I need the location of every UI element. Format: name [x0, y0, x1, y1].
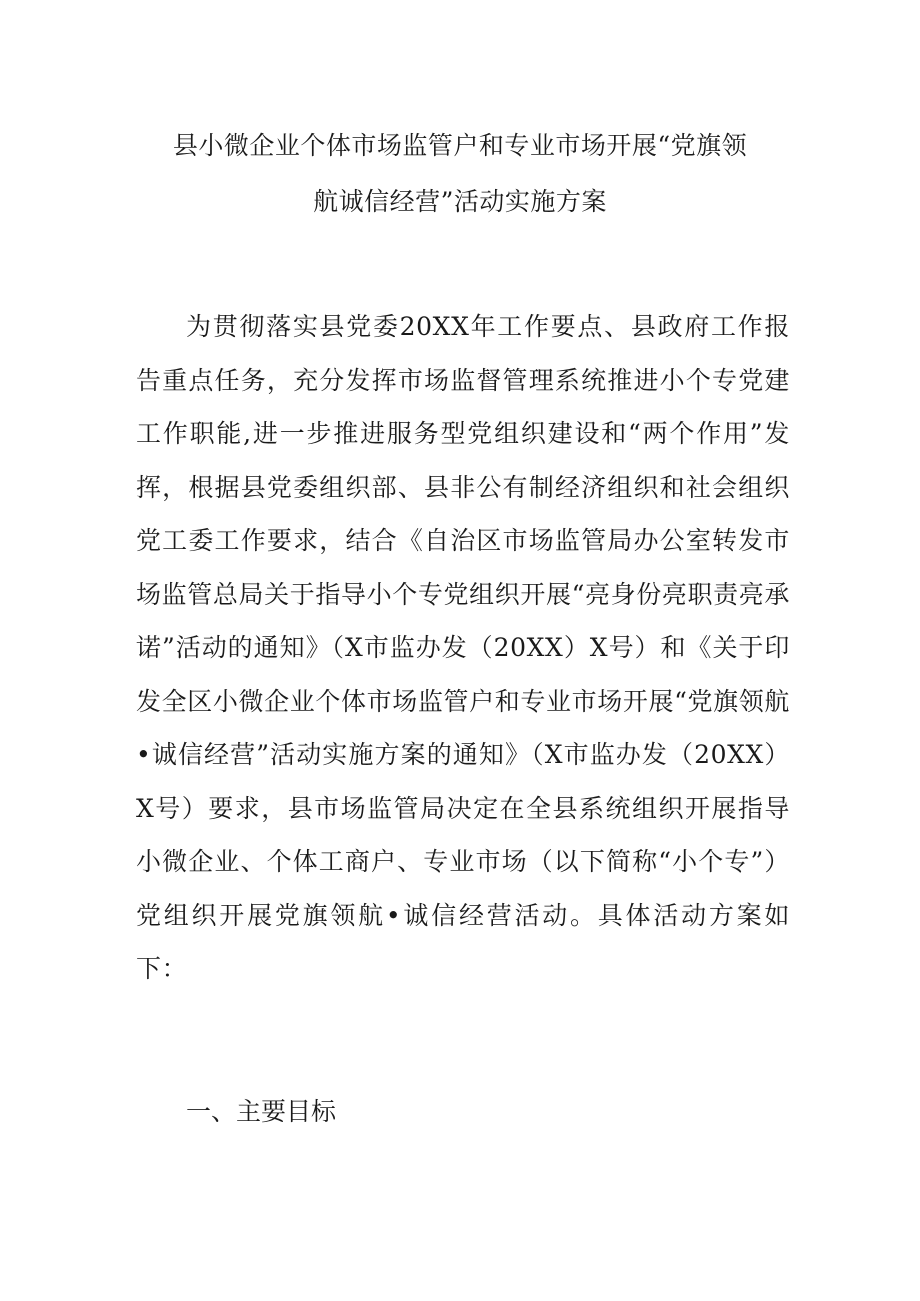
- section-heading-main-goals: 一、主要目标: [186, 1097, 337, 1126]
- intro-paragraph: 为贯彻落实县党委20XX年工作要点、县政府工作报告重点任务，充分发挥市场监督管理系统推进小个专党建工作职能,进一步推进服务型党组织建设和“两个作用”发挥，根据县党委组织部、县非公有制经济组织和社会组织党工委工作要求，结合《自治区市场监管局办公室转发市场监管总局关于指导小个专党组织开展“亮身份亮职责亮承诺”活动的通知》（X市监办发（20XX）X号）和《关于印发全区小微企业个体市场监管户和专业市场开展“党旗领航•诚信经营”活动实施方案的通知》（X市监办发（20XX）X号）要求，县市场监管局决定在全县系统组织开展指导小微企业、个体工商户、专业市场（以下简称“小个专”）党组织开展党旗领航•诚信经营活动。具体活动方案如下：: [136, 312, 790, 983]
- title-line-1: 县小微企业个体市场监管户和专业市场开展“党旗领: [172, 131, 748, 160]
- title-line-2: 航诚信经营”活动实施方案: [313, 187, 607, 216]
- document-title: [130, 118, 790, 230]
